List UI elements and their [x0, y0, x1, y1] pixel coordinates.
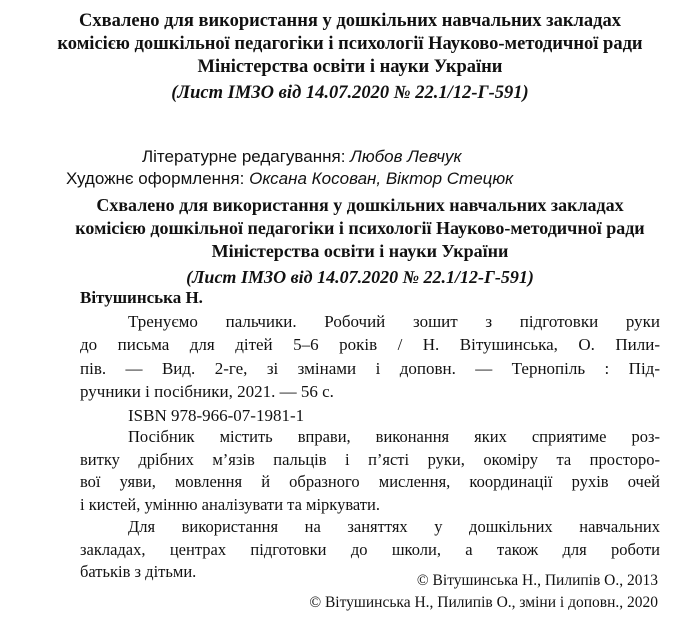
annotation-line: Для використання на заняттях у дошкільних навчальних	[128, 517, 660, 536]
description-line: до письма для дітей 5–6 років / Н. Вітушинська, О. Пили-	[80, 335, 660, 354]
design-label: Художнє оформлення:	[66, 169, 245, 188]
copyright-notice	[309, 570, 658, 614]
editing-label: Літературне редагування:	[142, 147, 346, 166]
annotation-line: вої уяви, мовлення й образного мислення, координації рухів очей	[80, 472, 660, 491]
approval-statement-bottom	[10, 194, 700, 289]
annotation	[80, 426, 660, 584]
description-line: ручники і посібники, 2021. — 56 с.	[80, 382, 334, 401]
editing-name: Любов Левчук	[350, 147, 462, 166]
approval-line: Міністерства освіти і науки України	[197, 57, 503, 77]
annotation-line: Посібник містить вправи, виконання яких сприятиме роз-	[128, 427, 660, 446]
description-line: Тренуємо пальчики. Робочий зошит з підготовки руки	[128, 311, 660, 331]
approval-line: Схвалено для використання у дошкільних навчальних закладах	[79, 11, 621, 31]
annotation-line: закладах, центрах підготовки до школи, а також для роботи	[80, 539, 660, 559]
description-line: пів. — Вид. 2-ге, зі змінами і доповн. — Тернопіль : Під-	[80, 358, 660, 378]
author-name: Вітушинська Н.	[80, 288, 203, 307]
bibliographic-record	[80, 286, 660, 427]
annotation-line: витку дрібних м’язів пальців і п’ясті руки, окоміру та просторо-	[80, 449, 660, 469]
approval-line: комісією дошкільної педагогіки і психології Науково-методичної ради	[57, 34, 643, 54]
copyright-line: © Вітушинська Н., Пилипів О., 2013	[416, 572, 658, 589]
approval-line: Схвалено для використання у дошкільних навчальних закладах	[96, 195, 624, 215]
approval-line: комісією дошкільної педагогіки і психології Науково-методичної ради	[75, 218, 645, 238]
approval-letter-ref: (Лист ІМЗО від 14.07.2020 № 22.1/12-Г-591)	[186, 267, 534, 287]
design-names: Оксана Косован, Віктор Стецюк	[249, 169, 514, 188]
isbn: ISBN 978-966-07-1981-1	[128, 405, 305, 425]
copyright-line: © Вітушинська Н., Пилипів О., зміни і доповн., 2020	[309, 594, 658, 611]
approval-letter-ref: (Лист ІМЗО від 14.07.2020 № 22.1/12-Г-591)	[171, 83, 529, 103]
annotation-line: батьків з дітьми.	[80, 562, 197, 581]
credits-design	[66, 168, 513, 189]
annotation-line: і кистей, умінню аналізувати та міркувати.	[80, 494, 380, 514]
approval-statement-top	[0, 10, 700, 105]
approval-line: Міністерства освіти і науки України	[211, 241, 509, 261]
credits-editing	[142, 146, 462, 167]
